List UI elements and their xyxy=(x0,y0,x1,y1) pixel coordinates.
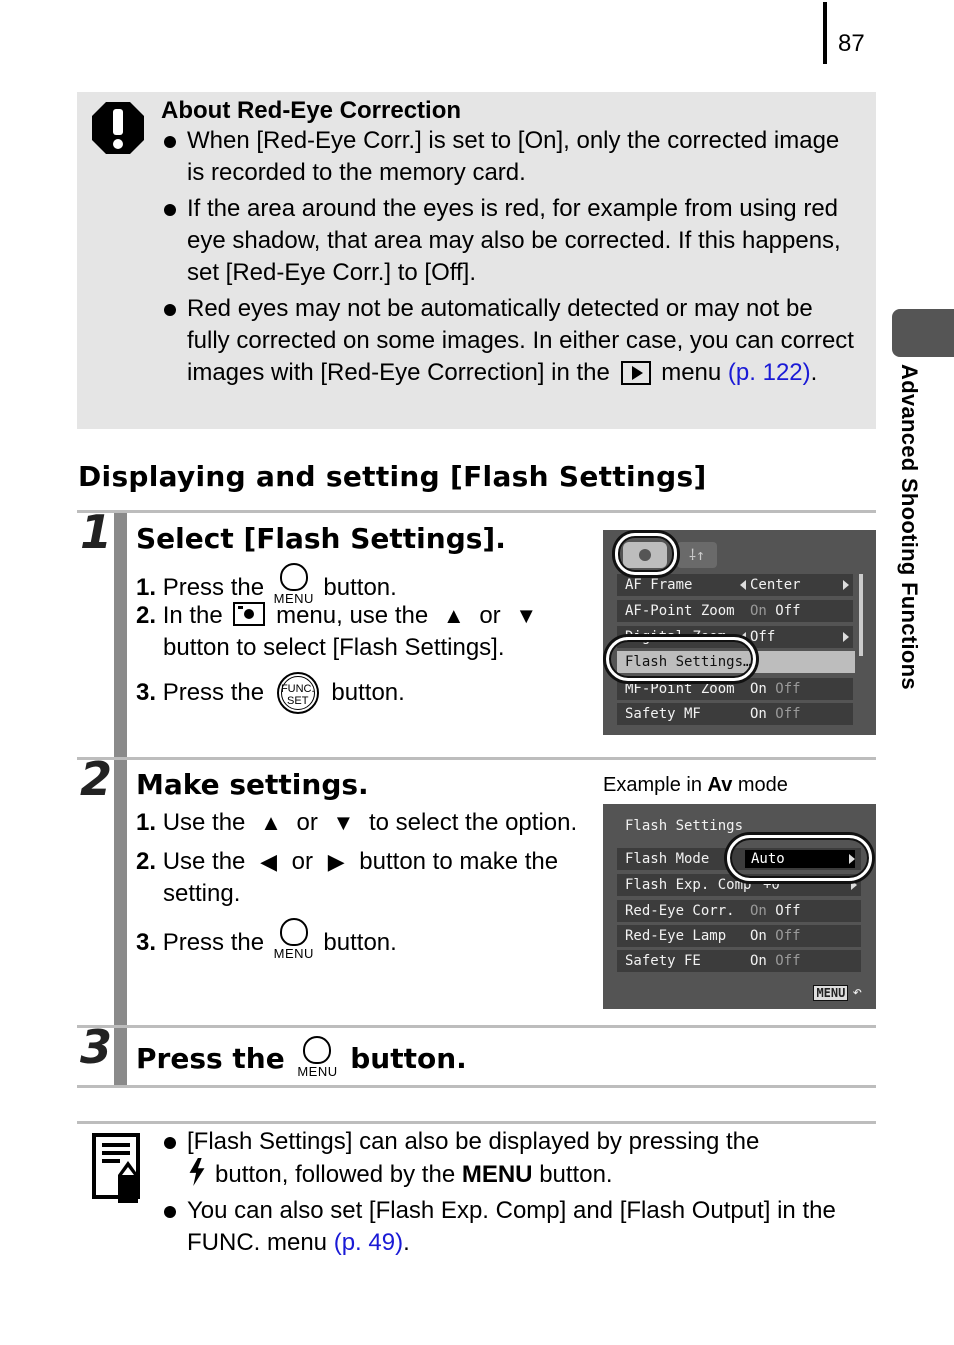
caution-title: About Red-Eye Correction xyxy=(161,97,462,124)
highlight-ring-camera-tab xyxy=(615,533,677,575)
menu-row-digital-zoom[interactable]: Digital Zoom Off xyxy=(617,626,853,648)
step2-line1: 1. Use the ▲ or ▼ to select the option. xyxy=(136,809,578,836)
example-caption: Example in Av mode xyxy=(603,774,788,796)
step2-bar xyxy=(114,760,127,1025)
step3-title: Press the MENU button. xyxy=(136,1036,467,1076)
menu-button-icon: MENU xyxy=(277,918,311,958)
page-link-49[interactable]: (p. 49) xyxy=(333,1229,404,1256)
memo-top-rule xyxy=(77,1121,876,1124)
camera-screen-flash-settings xyxy=(603,804,876,1009)
step2-top-rule xyxy=(77,757,876,760)
caution-bullet-2: If the area around the eyes is red, for example from using red eye shadow, that area may also be corrected. If this happens, set [Red-Eye Corr.] to [Off]. xyxy=(161,193,861,289)
highlight-ring-flash-settings xyxy=(606,637,756,681)
func-set-button-icon: FUNC. SET xyxy=(277,672,319,714)
caution-box xyxy=(77,92,876,429)
step2-title: Make settings. xyxy=(136,768,369,801)
step2-number: 2 xyxy=(80,752,113,806)
down-arrow-icon: ▼ xyxy=(332,810,355,835)
camera-menu-icon xyxy=(233,602,265,626)
settings-tab-icon: ⸸↑ xyxy=(677,542,717,568)
chapter-tab xyxy=(892,309,954,357)
page-link-122[interactable]: (p. 122) xyxy=(727,359,811,386)
caution-bullet-3: Red eyes may not be automatically detected or may not be fully corrected on some images. In either case, you can correct images with [Red-Eye Correction] in the menu (p. 122). xyxy=(161,293,861,389)
step1-title: Select [Flash Settings]. xyxy=(136,522,506,555)
step2-line2: 2. Use the ◀ or ▶ button to make the xyxy=(136,848,559,875)
step1-line2-cont: button to select [Flash Settings]. xyxy=(163,634,505,661)
step1-number: 1 xyxy=(80,505,113,559)
menu-row-af-point-zoom[interactable]: AF-Point Zoom On Off xyxy=(617,600,853,622)
memo-bullet-1: [Flash Settings] can also be displayed by pressing the button, followed by the MENU button. xyxy=(161,1126,876,1191)
step2-line2-cont: setting. xyxy=(163,880,241,907)
menu-row-red-eye-lamp[interactable]: Red-Eye Lamp On Off xyxy=(617,925,861,947)
step1-bar xyxy=(114,513,127,757)
step3-top-rule xyxy=(77,1025,876,1028)
memo-bullet-2: You can also set [Flash Exp. Comp] and [Flash Output] in the FUNC. menu (p. 49). xyxy=(161,1195,876,1259)
menu-row-mf-point-zoom[interactable]: MF-Point Zoom On Off xyxy=(617,678,853,700)
caution-bullets xyxy=(161,125,861,393)
menu-row-flash-settings[interactable]: Flash Settings… xyxy=(617,651,855,673)
memo-bullets xyxy=(161,1126,876,1263)
up-arrow-icon: ▲ xyxy=(442,603,465,628)
menu-button-icon: MENU xyxy=(300,1036,334,1076)
screen-title: Flash Settings xyxy=(625,818,744,834)
highlight-ring-flash-mode xyxy=(727,835,872,881)
menu-back-badge: MENU ↶ xyxy=(813,982,862,1001)
step1-line2: 2. In the menu, use the ▲ or ▼ xyxy=(136,602,538,629)
camera-screen-shooting-menu xyxy=(603,530,876,735)
flash-icon xyxy=(187,1158,207,1186)
chapter-tab-label: Advanced Shooting Functions xyxy=(897,364,922,690)
left-arrow-icon: ◀ xyxy=(260,849,277,874)
caution-icon xyxy=(90,100,146,156)
page-number-rule xyxy=(823,2,827,64)
step3-bar xyxy=(114,1028,127,1085)
step3-bottom-rule xyxy=(77,1085,876,1088)
menu-button-icon: MENU xyxy=(277,563,311,603)
page-number: 87 xyxy=(838,30,865,57)
playback-icon xyxy=(621,361,651,385)
back-icon: ↶ xyxy=(852,982,862,1001)
down-arrow-icon: ▼ xyxy=(515,603,538,628)
menu-row-af-frame[interactable]: AF Frame Center xyxy=(617,574,853,596)
memo-icon xyxy=(92,1133,144,1203)
menu-row-safety-mf[interactable]: Safety MF On Off xyxy=(617,703,853,725)
screen-scrollbar xyxy=(859,574,863,656)
menu-row-safety-fe[interactable]: Safety FE On Off xyxy=(617,950,861,972)
menu-row-flash-mode[interactable]: Flash Mode Auto xyxy=(617,848,861,870)
section-heading: Displaying and setting [Flash Settings] xyxy=(78,460,707,493)
step1-top-rule xyxy=(77,510,876,513)
step1-line3: 3. Press the FUNC. SET button. xyxy=(136,672,405,714)
right-arrow-icon: ▶ xyxy=(327,849,345,874)
step3-number: 3 xyxy=(80,1020,113,1074)
menu-row-red-eye-corr[interactable]: Red-Eye Corr. On Off xyxy=(617,900,861,922)
step2-line3: 3. Press the MENU button. xyxy=(136,918,397,958)
step1-line1: 1. Press the MENU button. xyxy=(136,563,397,603)
caution-bullet-1: When [Red-Eye Corr.] is set to [On], only the corrected image is recorded to the memory card. xyxy=(161,125,861,189)
menu-row-flash-exp-comp[interactable]: Flash Exp. Comp +0 xyxy=(617,874,861,896)
up-arrow-icon: ▲ xyxy=(260,810,282,835)
